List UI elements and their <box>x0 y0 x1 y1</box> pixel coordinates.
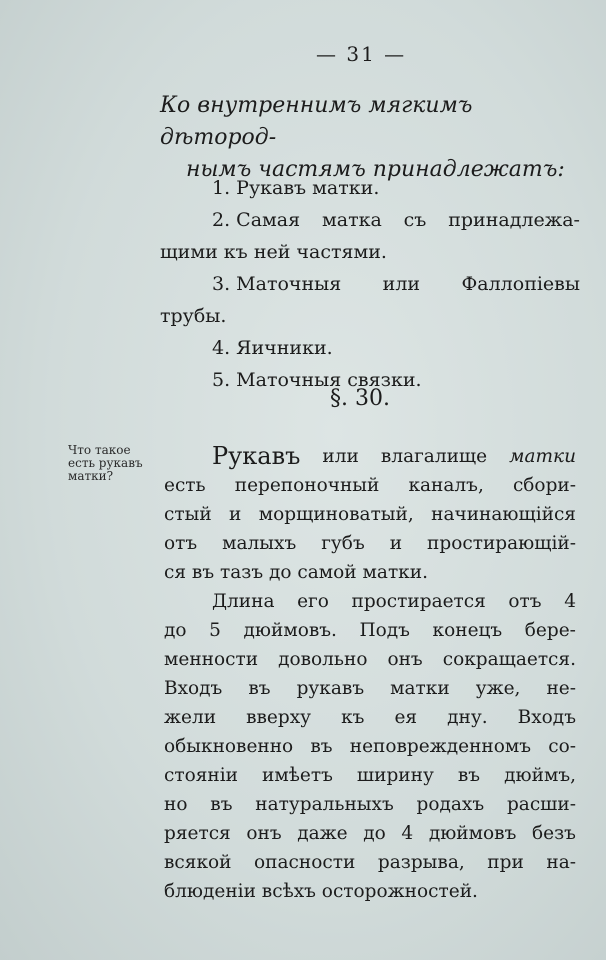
word: начинающійся <box>431 504 576 525</box>
word: опасности <box>254 852 356 873</box>
word: конецъ <box>432 620 503 641</box>
word: и <box>229 504 242 525</box>
word: вверху <box>246 707 312 728</box>
word: довольно <box>278 649 368 670</box>
list-item-4: 4. Яичники. <box>212 337 333 359</box>
text-line <box>164 674 576 703</box>
list-item-1: 1. Рукавъ матки. <box>212 177 380 199</box>
word: ширину <box>356 765 434 786</box>
word: сокращается. <box>442 649 576 670</box>
word: онъ <box>387 649 423 670</box>
word: губъ <box>321 533 365 554</box>
word: родахъ <box>416 794 485 815</box>
word: на- <box>546 852 576 873</box>
word: каналъ, <box>408 475 484 496</box>
word: Входъ <box>164 678 223 699</box>
word: дну. <box>447 707 488 728</box>
word: дюймовъ <box>428 823 517 844</box>
word: обыкновенно <box>164 736 294 757</box>
word: всякой <box>164 852 232 873</box>
margin-note: Что такое есть рукавъ матки? <box>68 443 143 483</box>
text-line <box>164 819 576 848</box>
word: матки <box>509 446 576 467</box>
word: ряется <box>164 823 231 844</box>
word: отъ <box>508 591 542 612</box>
word: малыхъ <box>222 533 297 554</box>
line-text: ся въ тазъ до самой матки. <box>164 562 428 583</box>
heading-line-1: Ко внутреннимъ мягкимъ дѣтород- <box>160 93 473 150</box>
word: дюймъ, <box>504 765 576 786</box>
text-line <box>164 645 576 674</box>
text-line <box>164 471 576 500</box>
heading-line-2: нымъ частямъ принадлежатъ: <box>186 157 565 182</box>
word: простирается <box>351 591 486 612</box>
word: къ <box>341 707 365 728</box>
text-line <box>164 877 576 906</box>
text-line <box>164 848 576 877</box>
word: онъ <box>246 823 282 844</box>
text-line <box>164 703 576 732</box>
word: есть <box>164 475 206 496</box>
word: со- <box>548 736 576 757</box>
text-line <box>164 761 576 790</box>
word: его <box>297 591 329 612</box>
word: дюймовъ. <box>243 620 337 641</box>
word: даже <box>297 823 348 844</box>
word: при <box>487 852 524 873</box>
word: имѣетъ <box>262 765 333 786</box>
word: бере- <box>524 620 576 641</box>
word: съ <box>403 209 427 231</box>
word: перепоночный <box>234 475 380 496</box>
paragraph-2 <box>164 587 576 906</box>
word: Рукавъ <box>212 442 301 470</box>
text-line <box>164 558 576 587</box>
paragraph-1 <box>164 442 576 587</box>
text-line <box>164 587 576 616</box>
word: 4 <box>564 591 576 612</box>
text-line <box>164 500 576 529</box>
word: отъ <box>164 533 198 554</box>
word: Входъ <box>517 707 576 728</box>
word: 3. Маточныя <box>212 273 342 295</box>
word: и <box>389 533 403 554</box>
word: въ <box>210 794 233 815</box>
text-line <box>164 790 576 819</box>
word: уже, <box>475 678 521 699</box>
word: въ <box>457 765 481 786</box>
line-text: блюденіи всѣхъ осторожностей. <box>164 881 478 902</box>
word: стояніи <box>164 765 238 786</box>
word: до <box>363 823 386 844</box>
word: Длина <box>212 591 275 612</box>
word: морщиноватый, <box>258 504 414 525</box>
text-line <box>164 732 576 761</box>
word: стый <box>164 504 212 525</box>
word: влагалище <box>380 446 488 467</box>
word: разрыва, <box>377 852 465 873</box>
list-item-2-cont: щими къ ней частями. <box>160 241 387 263</box>
section-number: §. 30. <box>330 386 390 411</box>
list-item-2 <box>160 204 580 236</box>
text-line <box>164 616 576 645</box>
word: принадлежа- <box>448 209 580 231</box>
word: расши- <box>506 794 576 815</box>
word: въ <box>248 678 271 699</box>
word: 2. Самая <box>212 209 301 231</box>
word: или <box>322 446 359 467</box>
list-item-3 <box>160 268 580 300</box>
word: неповрежденномъ <box>349 736 532 757</box>
word: Фаллопіевы <box>461 273 580 295</box>
list-item-3-cont: трубы. <box>160 305 227 327</box>
page-number: — 31 — <box>316 42 407 66</box>
word: ея <box>394 707 418 728</box>
word: 4 <box>401 823 414 844</box>
word: Подъ <box>359 620 410 641</box>
word: менности <box>164 649 259 670</box>
word: рукавъ <box>296 678 365 699</box>
word: 5 <box>209 620 221 641</box>
word: матка <box>321 209 382 231</box>
word: не- <box>546 678 576 699</box>
word: безъ <box>531 823 576 844</box>
parts-list <box>160 172 580 396</box>
word: до <box>164 620 187 641</box>
word: натуральныхъ <box>255 794 394 815</box>
text-line <box>164 529 576 558</box>
word: жели <box>164 707 217 728</box>
word: простирающій- <box>427 533 576 554</box>
word: въ <box>310 736 333 757</box>
word: или <box>382 273 421 295</box>
list-item-5: 5. Маточныя связки. <box>212 369 422 391</box>
text-line <box>164 442 576 471</box>
word: но <box>164 794 188 815</box>
word: матки <box>390 678 450 699</box>
word: сбори- <box>512 475 576 496</box>
